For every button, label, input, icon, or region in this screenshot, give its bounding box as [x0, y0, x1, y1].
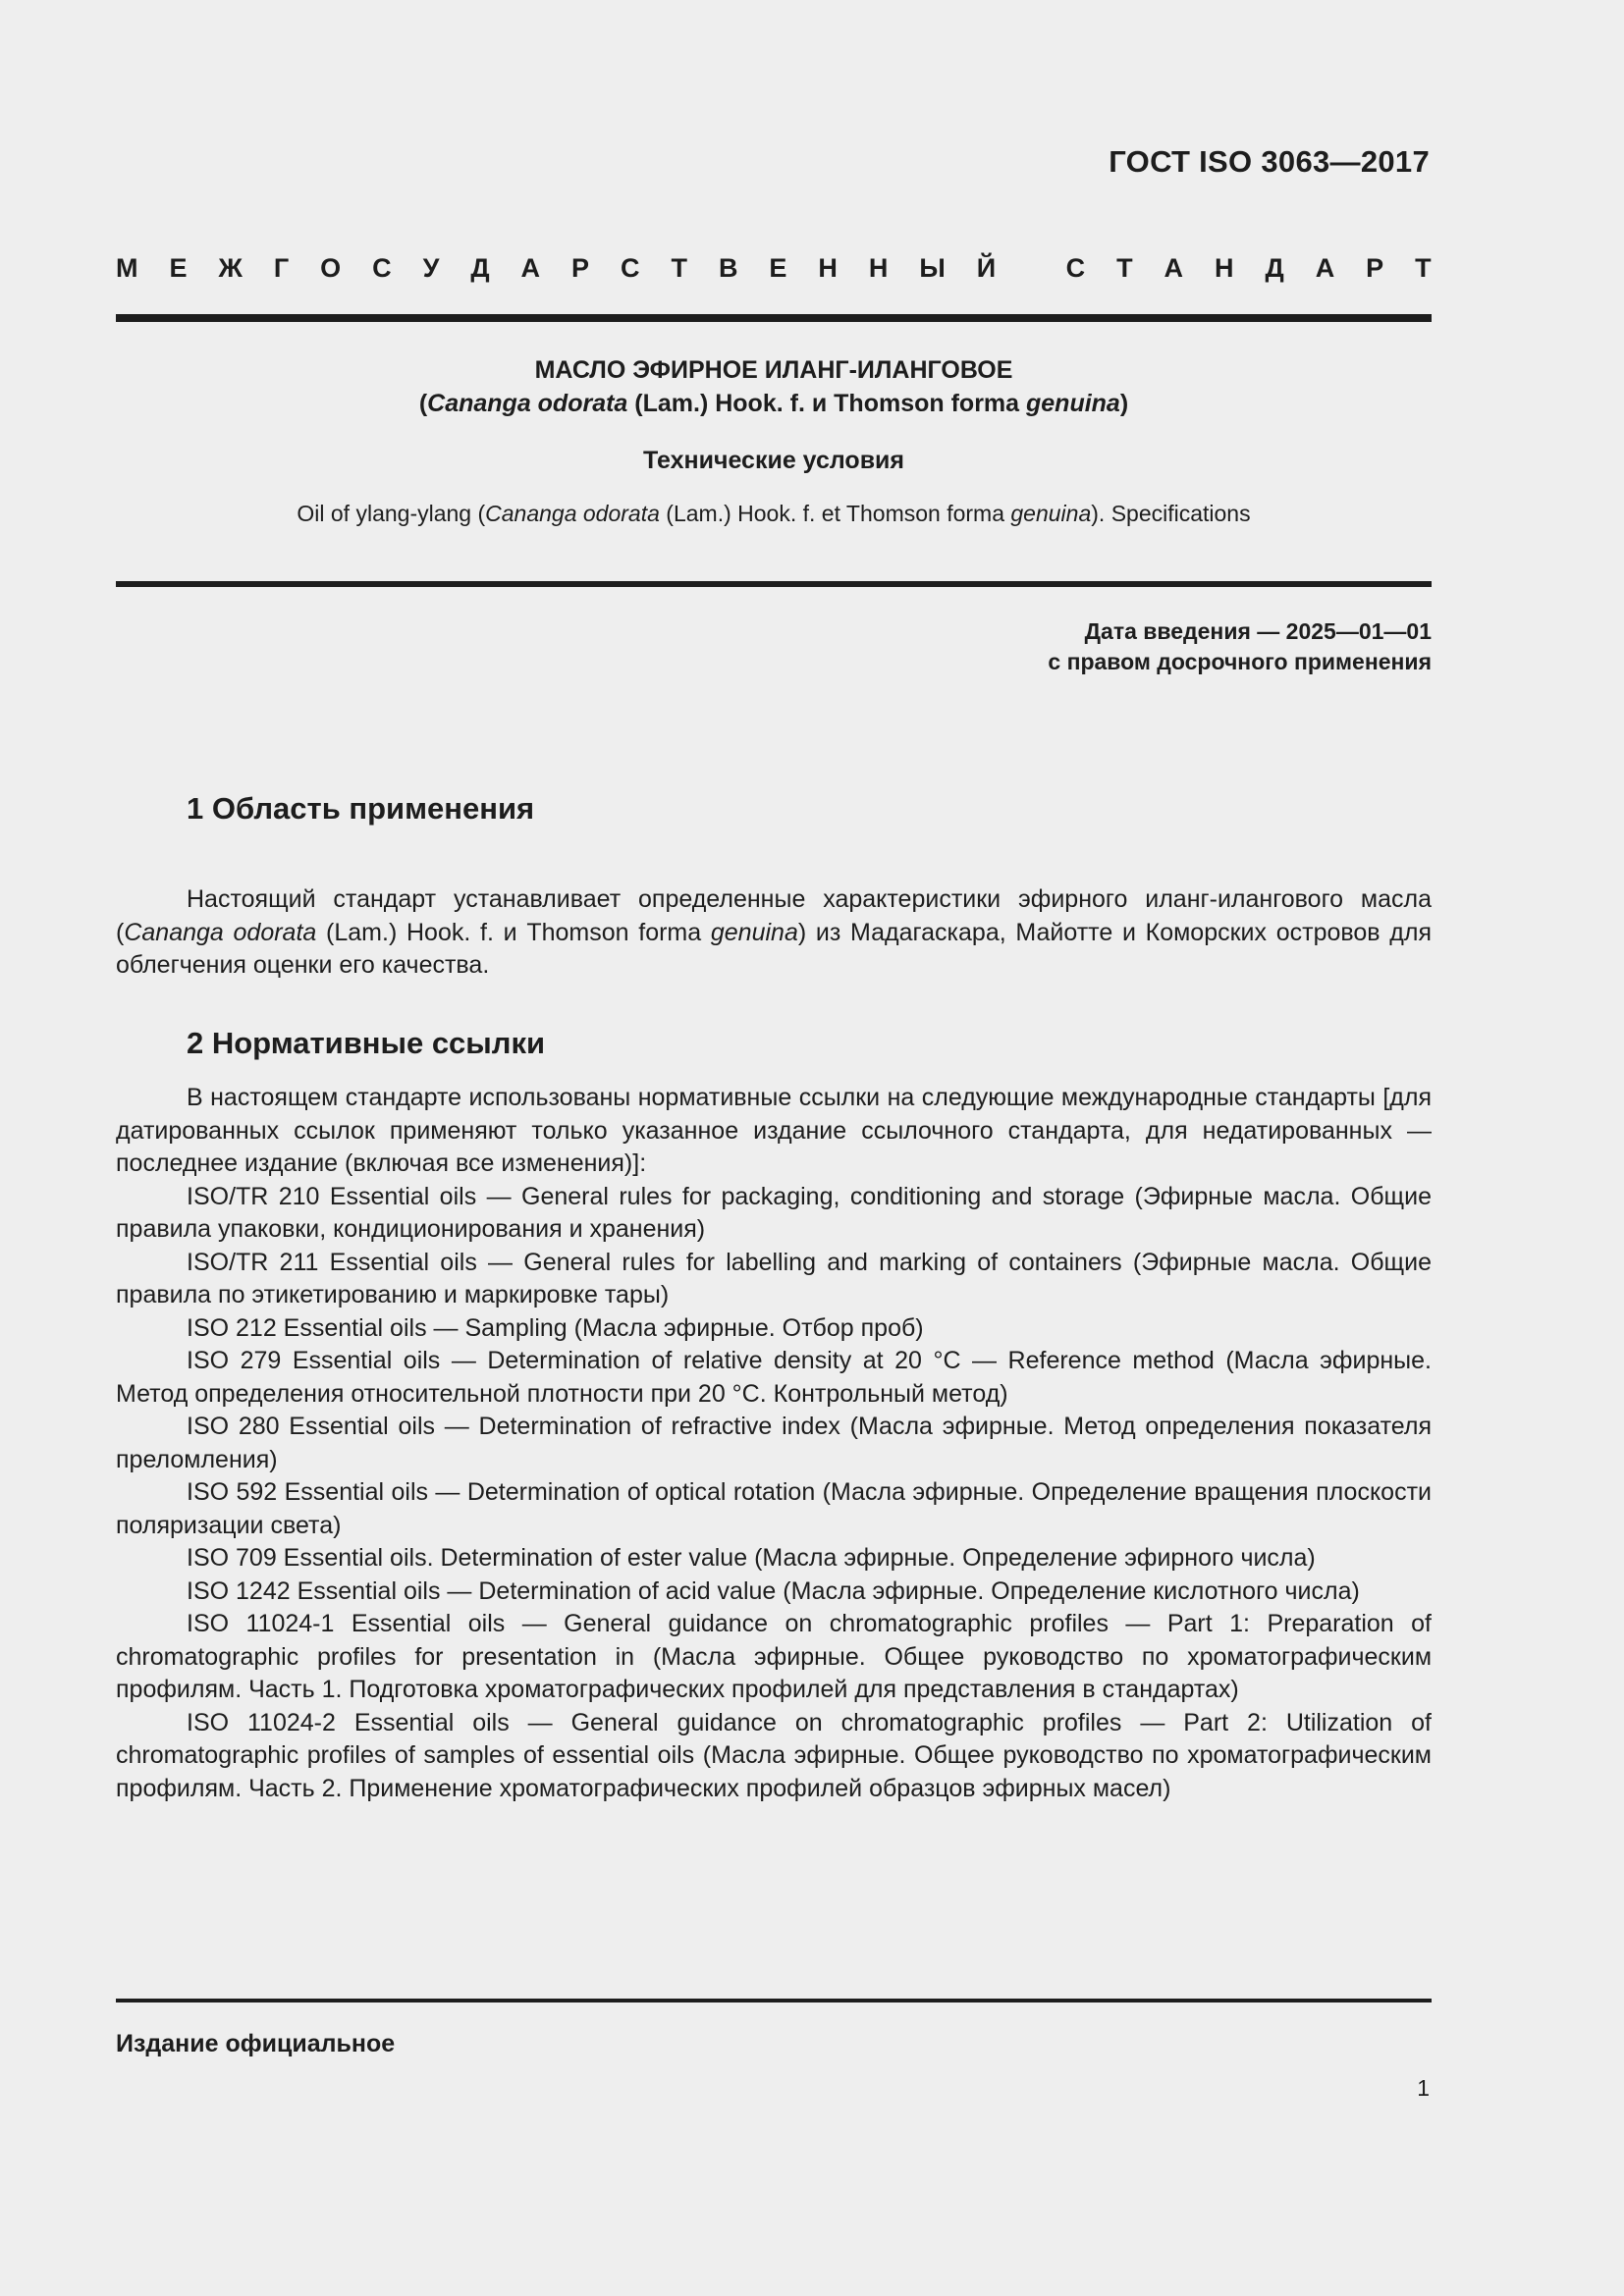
- heading-letter: Р: [1366, 253, 1384, 283]
- heading-letter: [1027, 253, 1035, 284]
- reference-item: ISO 592 Essential oils — Determination of optical rotation (Масла эфирные. Определение вращения плоскости поляризации света): [116, 1478, 1432, 1539]
- heading-letter: Н: [1215, 253, 1234, 283]
- heading-letter: Т: [1415, 253, 1432, 283]
- heading-letter: Т: [1116, 253, 1133, 283]
- reference-item: ISO 709 Essential oils. Determination of ester value (Масла эфирные. Определение эфирного числа): [187, 1544, 1316, 1572]
- heading-letter: Е: [169, 253, 188, 283]
- heading-letter: С: [372, 253, 392, 283]
- heading-letter: А: [520, 253, 541, 283]
- standard-type-heading: [116, 253, 1432, 284]
- reference-item: ISO 1242 Essential oils — Determination of acid value (Масла эфирные. Определение кислотного числа): [187, 1576, 1360, 1605]
- heading-letter: Р: [571, 253, 590, 283]
- edition-label: Издание официальное: [116, 2030, 396, 2057]
- heading-letter: М: [116, 253, 138, 283]
- footer-divider: [116, 1999, 1432, 2002]
- heading-letter: С: [621, 253, 640, 283]
- heading-letter: А: [1315, 253, 1335, 283]
- reference-item: ISO 280 Essential oils — Determination of refractive index (Масла эфирные. Метод определения показателя преломления): [116, 1413, 1432, 1473]
- heading-letter: Ж: [218, 253, 243, 283]
- section-1-paragraph: Настоящий стандарт устанавливает определенные характеристики эфирного иланг-илангового масла (Cananga odorata (Lam.) Hook. f. и Thomson forma genuina) из Мадагаскара, Майотте и Коморских островов для облегчения оценки его качества.: [116, 885, 1433, 979]
- heading-letter: Н: [818, 253, 838, 283]
- heading-letter: Д: [1265, 253, 1284, 283]
- document-number: ГОСТ ISO 3063—2017: [1109, 144, 1430, 179]
- top-divider: [116, 314, 1432, 322]
- document-subtitle: Технические условия: [642, 447, 905, 474]
- title-block: [116, 353, 1432, 529]
- reference-item: ISO/TR 210 Essential oils — General rules for packaging, conditioning and storage (Эфирные масла. Общие правила упаковки, кондиционирования и хранения): [116, 1182, 1432, 1243]
- reference-item: ISO 212 Essential oils — Sampling (Масла эфирные. Отбор проб): [187, 1313, 924, 1342]
- heading-letter: С: [1065, 253, 1086, 283]
- section-2-heading: 2 Нормативные ссылки: [187, 1026, 546, 1060]
- title-divider: [116, 581, 1432, 587]
- section-1-heading: 1 Область применения: [187, 791, 535, 826]
- english-title: Oil of ylang-ylang (Cananga odorata (Lam.) Hook. f. et Thomson forma genuina). Specifications: [297, 501, 1251, 526]
- section-2-body: [116, 1082, 1432, 1805]
- heading-letter: Д: [470, 253, 490, 283]
- early-application-line: с правом досрочного применения: [1048, 649, 1432, 674]
- reference-item: ISO 11024-1 Essential oils — General guidance on chromatographic profiles — Part 1: Preparation of chromatographic profiles for presentation in (Масла эфирные. Общее руководство по хроматографическим профилям. Часть 1. Подготовка хроматографических профилей для представления в стандартах): [116, 1610, 1432, 1703]
- heading-letter: Ы: [919, 253, 946, 283]
- heading-letter: Н: [868, 253, 889, 283]
- heading-letter: В: [718, 253, 738, 283]
- introduction-date: [1048, 616, 1432, 677]
- reference-item: ISO 11024-2 Essential oils — General guidance on chromatographic profiles — Part 2: Utilization of chromatographic profiles of samples of essential oils (Масла эфирные. Общее руководство по хроматографическим профилям. Часть 2. Применение хроматографических профилей образцов эфирных масел): [116, 1708, 1432, 1802]
- heading-letter: Т: [671, 253, 687, 283]
- section-1-body: [116, 883, 1432, 983]
- page-number: 1: [1417, 2075, 1430, 2101]
- references-intro: В настоящем стандарте использованы нормативные ссылки на следующие международные стандарты [для датированных ссылок применяют только указанное издание ссылочного стандарта, для недатированных — последнее издание (включая все изменения)]:: [116, 1084, 1432, 1177]
- reference-item: ISO/TR 211 Essential oils — General rules for labelling and marking of containers (Эфирные масла. Общие правила по этикетированию и маркировке тары): [116, 1248, 1432, 1308]
- title-line-2: (Cananga odorata (Lam.) Hook. f. и Thomson forma genuina): [418, 390, 1129, 417]
- heading-letter: Й: [976, 253, 997, 283]
- heading-letter: Г: [273, 253, 290, 283]
- reference-item: ISO 279 Essential oils — Determination of relative density at 20 °C — Reference method (Масла эфирные. Метод определения относительной плотности при 20 °C. Контрольный метод): [116, 1347, 1432, 1408]
- heading-letter: У: [422, 253, 440, 283]
- date-line: Дата введения — 2025—01—01: [1084, 618, 1432, 644]
- heading-letter: О: [320, 253, 342, 283]
- title-line-1: МАСЛО ЭФИРНОЕ ИЛАНГ-ИЛАНГОВОЕ: [534, 356, 1013, 384]
- heading-letter: Е: [769, 253, 787, 283]
- heading-letter: А: [1164, 253, 1184, 283]
